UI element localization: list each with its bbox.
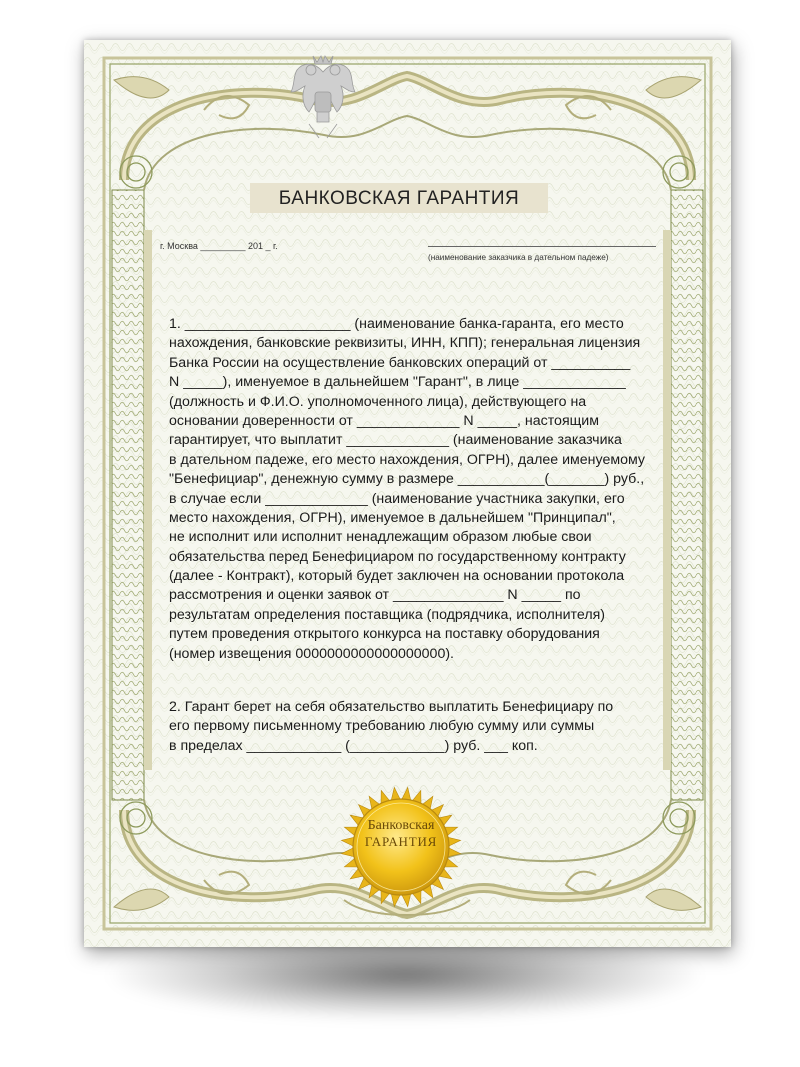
paragraph-2-line: его первому письменному требованию любую сумму или суммы	[169, 718, 595, 735]
paragraph-1	[169, 315, 645, 664]
paragraph-1-line: в дательном падеже, его место нахождения, ОГРН), далее именуемому	[169, 451, 645, 468]
seal-label-line1: Банковская	[367, 818, 435, 833]
paragraph-1-line: основании доверенности от _____________ N _____, настоящим	[169, 412, 599, 429]
paragraph-1-line: путем проведения открытого конкурса на поставку оборудования	[169, 626, 600, 643]
paragraph-1-line: не исполнит или исполнит ненадлежащим образом любые свои	[169, 529, 592, 546]
paragraph-2-line: 2. Гарант берет на себя обязательство выплатить Бенефициару по	[169, 699, 614, 715]
double-headed-eagle-emblem-icon	[283, 52, 363, 142]
paragraph-1-line: (далее - Контракт), который будет заключен на основании протокола	[169, 568, 625, 585]
seal-label-line2: ГАРАНТИЯ	[364, 834, 438, 849]
paragraph-1-line: результатам определения поставщика (подрядчика, исполнителя)	[169, 606, 605, 623]
paragraph-1-line: рассмотрения и оценки заявок от ______________ N _____ по	[169, 587, 581, 604]
paragraph-2	[169, 698, 613, 756]
paragraph-1-line: (должность и Ф.И.О. уполномоченного лица), действующего на	[169, 393, 587, 410]
document-title: БАНКОВСКАЯ ГАРАНТИЯ	[278, 188, 520, 209]
recipient-underline	[428, 246, 656, 247]
paragraph-1-line: N _____), именуемое в дальнейшем "Гарант", в лице _____________	[169, 374, 626, 391]
paragraph-1-line: обязательства перед Бенефициаром по государственному контракту	[169, 548, 626, 565]
paragraph-1-line: (номер извещения 0000000000000000000).	[169, 645, 454, 662]
paragraph-1-line: место нахождения, ОГРН), именуемое в дальнейшем "Принципал",	[169, 509, 616, 526]
paragraph-1-line: 1. _____________________ (наименование банка-гаранта, его место	[169, 316, 624, 332]
paragraph-2-line: в пределах ____________ (____________) руб. ___ коп.	[169, 737, 538, 754]
paragraph-1-line: Банка России на осуществление банковских операций от __________	[169, 354, 631, 371]
place-date: г. Москва _________ 201 _ г.	[160, 241, 278, 251]
paragraph-1-line: в случае если _____________ (наименование участника закупки, его	[169, 490, 625, 507]
paragraph-1-line: нахождения, банковские реквизиты, ИНН, КПП); генеральная лицензия	[169, 335, 641, 352]
paragraph-1-line: гарантирует, что выплатит _____________ (наименование заказчика	[169, 432, 622, 449]
recipient-caption: (наименование заказчика в дательном падеже)	[428, 253, 609, 262]
paragraph-1-line: "Бенефициар", денежную сумму в размере ___________(_______) руб.,	[169, 471, 645, 488]
seal-label	[338, 818, 464, 850]
